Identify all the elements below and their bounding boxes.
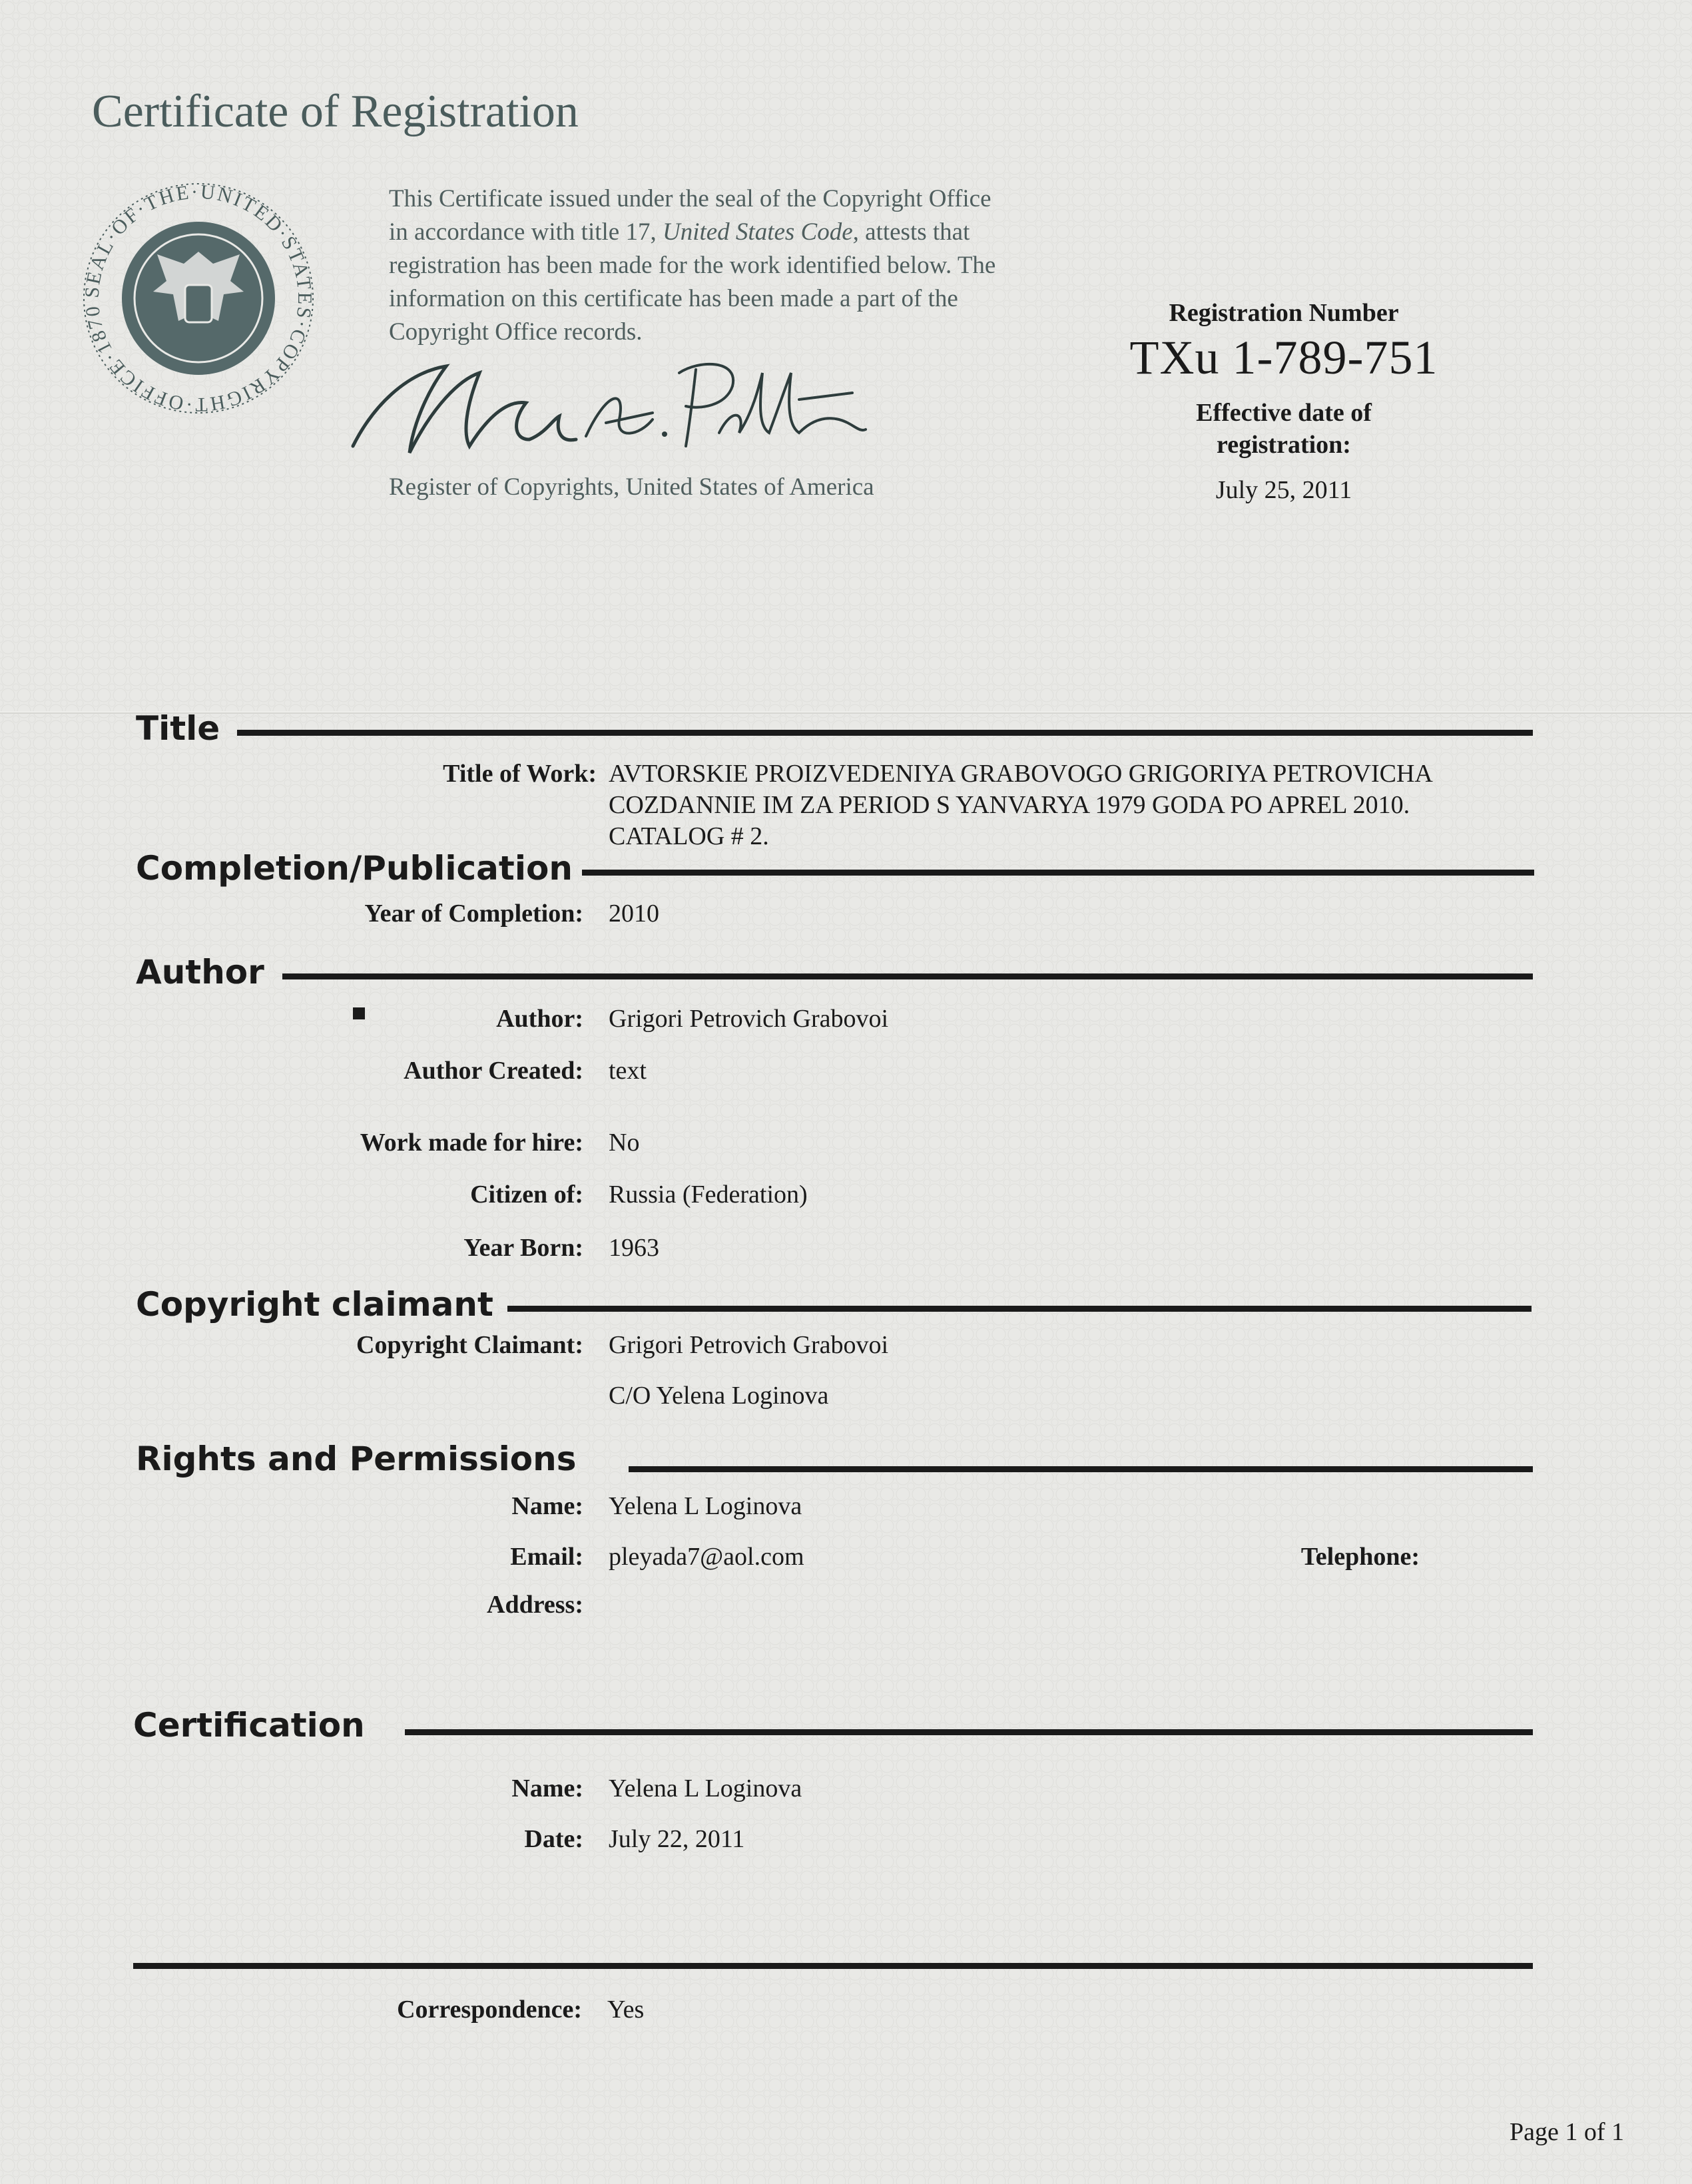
section-title-heading: Title (136, 709, 220, 748)
author-created: text (609, 1057, 647, 1085)
section-rule (282, 973, 1533, 979)
bottom-rule (133, 1963, 1533, 1969)
effective-date: July 25, 2011 (1215, 476, 1352, 504)
seal-ring-text: SEAL·OF·THE·UNITED·STATES·COPYRIGHT·OFFICE·1870 (81, 180, 316, 416)
registration-number-label: Registration Number (1169, 299, 1399, 327)
copyright-claimant-care-of: C/O Yelena Loginova (609, 1382, 829, 1410)
copyright-claimant-name: Grigori Petrovich Grabovoi (609, 1331, 889, 1359)
title-of-work-line: COZDANNIE IM ZA PERIOD S YANVARYA 1979 GODA PO APREL 2010. (609, 791, 1410, 819)
certification-name: Yelena L Loginova (609, 1774, 802, 1802)
citizen-of: Russia (Federation) (609, 1181, 808, 1209)
section-rule (507, 1306, 1532, 1312)
register-signature (346, 346, 879, 466)
effective-date-label: Effective date of registration: (1196, 399, 1372, 459)
section-rule (405, 1729, 1533, 1735)
correspondence-label: Correspondence: (397, 1996, 582, 2024)
registration-number: TXu 1-789-751 (1129, 331, 1438, 384)
page-number: Page 1 of 1 (1509, 2118, 1624, 2146)
section-author-heading: Author (136, 953, 264, 991)
rights-name-label: Name: (511, 1492, 583, 1520)
certification-date-label: Date: (524, 1825, 583, 1853)
work-for-hire-label: Work made for hire: (360, 1129, 583, 1157)
rights-email-label: Email: (510, 1543, 583, 1571)
section-claimant-heading: Copyright claimant (136, 1285, 493, 1324)
section-completion-heading: Completion/Publication (136, 849, 573, 888)
year-of-completion: 2010 (609, 900, 659, 928)
section-rule (237, 730, 1533, 736)
rights-name: Yelena L Loginova (609, 1492, 802, 1520)
author-name: Grigori Petrovich Grabovoi (609, 1005, 889, 1033)
section-rule (582, 870, 1534, 876)
paper-fold (0, 711, 1692, 714)
intro-paragraph: This Certificate issued under the seal of the Copyright Office in accordance with title 17, United States Code, attests that registration has been made for the work identified below. The information on this certificate has been made a part of the Copyright Office records. (389, 185, 996, 346)
section-certification-heading: Certification (133, 1706, 365, 1745)
year-of-completion-label: Year of Completion: (364, 900, 583, 928)
certification-name-label: Name: (511, 1774, 583, 1802)
register-caption: Register of Copyrights, United States of America (389, 473, 874, 501)
copyright-office-seal (79, 178, 318, 418)
author-label: Author: (496, 1005, 583, 1033)
title-of-work-line: CATALOG # 2. (609, 822, 769, 850)
section-rule (629, 1466, 1533, 1472)
copyright-claimant-label: Copyright Claimant: (356, 1331, 583, 1359)
section-rights-heading: Rights and Permissions (136, 1440, 577, 1478)
certification-date: July 22, 2011 (609, 1825, 745, 1853)
certificate-title: Certificate of Registration (92, 86, 579, 137)
year-born-label: Year Born: (463, 1234, 583, 1262)
rights-email: pleyada7@aol.com (609, 1543, 804, 1571)
rights-address-label: Address: (487, 1591, 583, 1619)
rights-telephone-label: Telephone: (1300, 1543, 1420, 1571)
title-of-work-label: Title of Work: (443, 760, 597, 788)
work-for-hire: No (609, 1129, 640, 1157)
author-created-label: Author Created: (404, 1057, 583, 1085)
title-of-work-line: AVTORSKIE PROIZVEDENIYA GRABOVOGO GRIGORIYA PETROVICHA (609, 760, 1433, 788)
citizen-of-label: Citizen of: (470, 1181, 583, 1209)
year-born: 1963 (609, 1234, 659, 1262)
correspondence-value: Yes (607, 1996, 645, 2024)
